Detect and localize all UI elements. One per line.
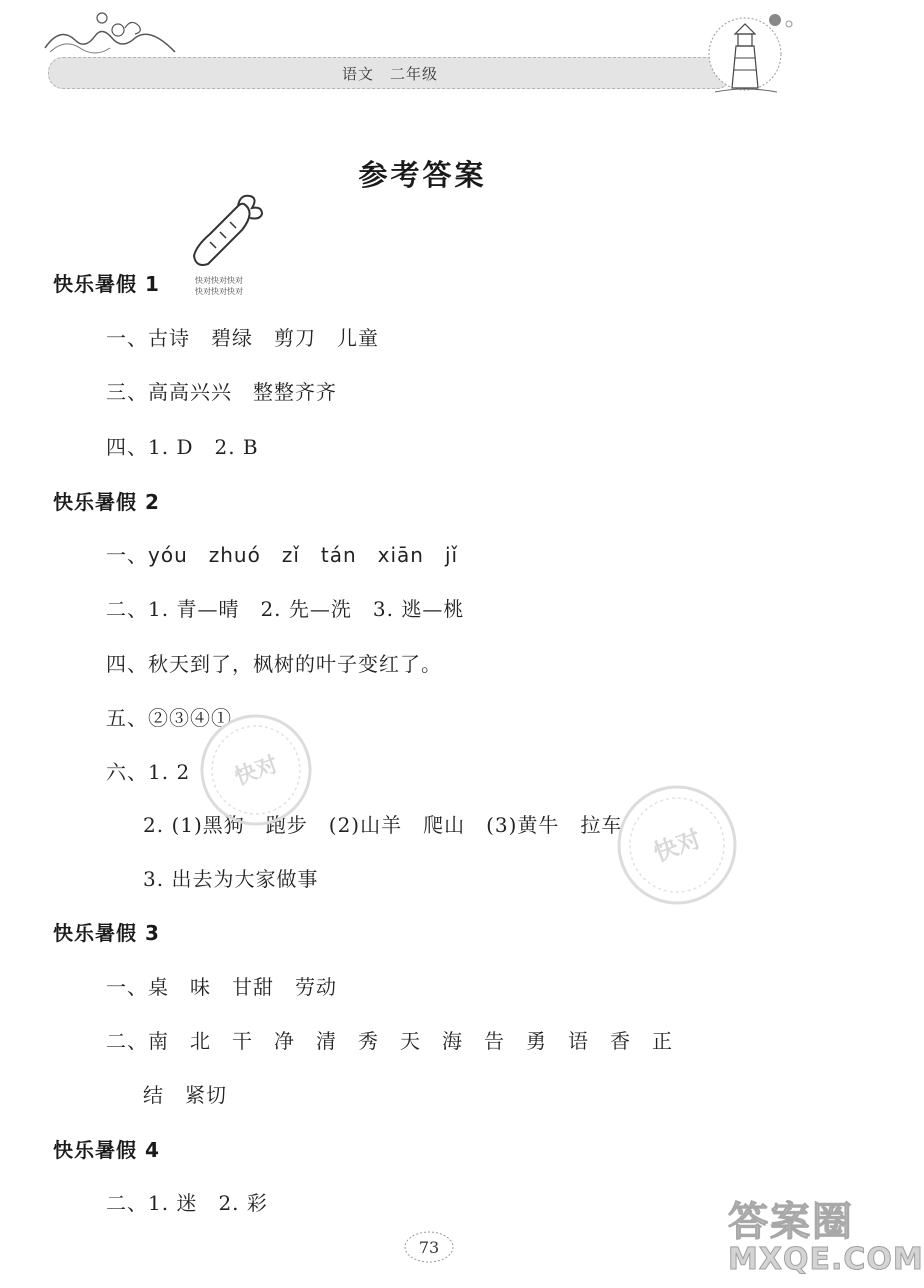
section-title-2: 快乐暑假 2: [53, 490, 160, 514]
answer-line: 2. (1)黑狗 跑步 (2)山羊 爬山 (3)黄牛 拉车: [143, 813, 623, 837]
carrot-label-line: 快对快对快对: [195, 276, 243, 285]
stamp-text: 快对: [231, 752, 282, 791]
carrot-label: [195, 275, 265, 297]
page-number-text: 73: [418, 1237, 440, 1257]
answer-line: 二、1. 迷 2. 彩: [106, 1191, 268, 1215]
answer-line: 四、1. D 2. B: [106, 435, 259, 459]
header-bar: [48, 57, 732, 89]
carrot-icon: [186, 190, 266, 270]
answer-line: 二、南 北 干 净 清 秀 天 海 告 勇 语 香 正: [106, 1029, 673, 1053]
stamp-text: 快对: [650, 824, 705, 868]
page-number: [402, 1230, 456, 1264]
page-title: 参考答案: [358, 158, 487, 192]
watermark-top: 答案圈: [728, 1199, 854, 1245]
watermark-bottom: MXQE.COM: [728, 1242, 924, 1277]
answer-line: 六、1. 2: [106, 760, 191, 784]
lighthouse-icon: [705, 12, 801, 98]
section-title-1: 快乐暑假 1: [53, 272, 160, 296]
answer-line: 一、桌 味 甘甜 劳动: [106, 975, 337, 999]
wave-decoration-icon: [40, 8, 180, 60]
answer-line: 一、古诗 碧绿 剪刀 儿童: [106, 326, 379, 350]
answer-line: 四、秋天到了，枫树的叶子变红了。: [106, 652, 442, 676]
carrot-label-line: 快对快对快对: [195, 287, 243, 296]
watermark: [728, 1190, 924, 1286]
answer-line: 结 紧切: [143, 1083, 227, 1107]
answer-line: 五、②③④①: [106, 706, 232, 730]
answer-line: 三、高高兴兴 整整齐齐: [106, 380, 337, 404]
pinyin-answers: yóu zhuó zǐ tán xiān jǐ: [148, 543, 459, 567]
pinyin-line: [106, 539, 458, 568]
kuaidui-stamp-icon: [612, 780, 742, 910]
header-subject: 语文: [341, 64, 374, 83]
pinyin-prefix: 一、: [106, 543, 148, 567]
answer-line: 二、1. 青—晴 2. 先—洗 3. 逃—桃: [106, 597, 465, 621]
header-grade: 二年级: [390, 64, 439, 83]
answer-line: 3. 出去为大家做事: [143, 867, 319, 891]
section-title-3: 快乐暑假 3: [53, 921, 160, 945]
section-title-4: 快乐暑假 4: [53, 1138, 160, 1162]
kuaidui-stamp-icon: [196, 710, 316, 830]
